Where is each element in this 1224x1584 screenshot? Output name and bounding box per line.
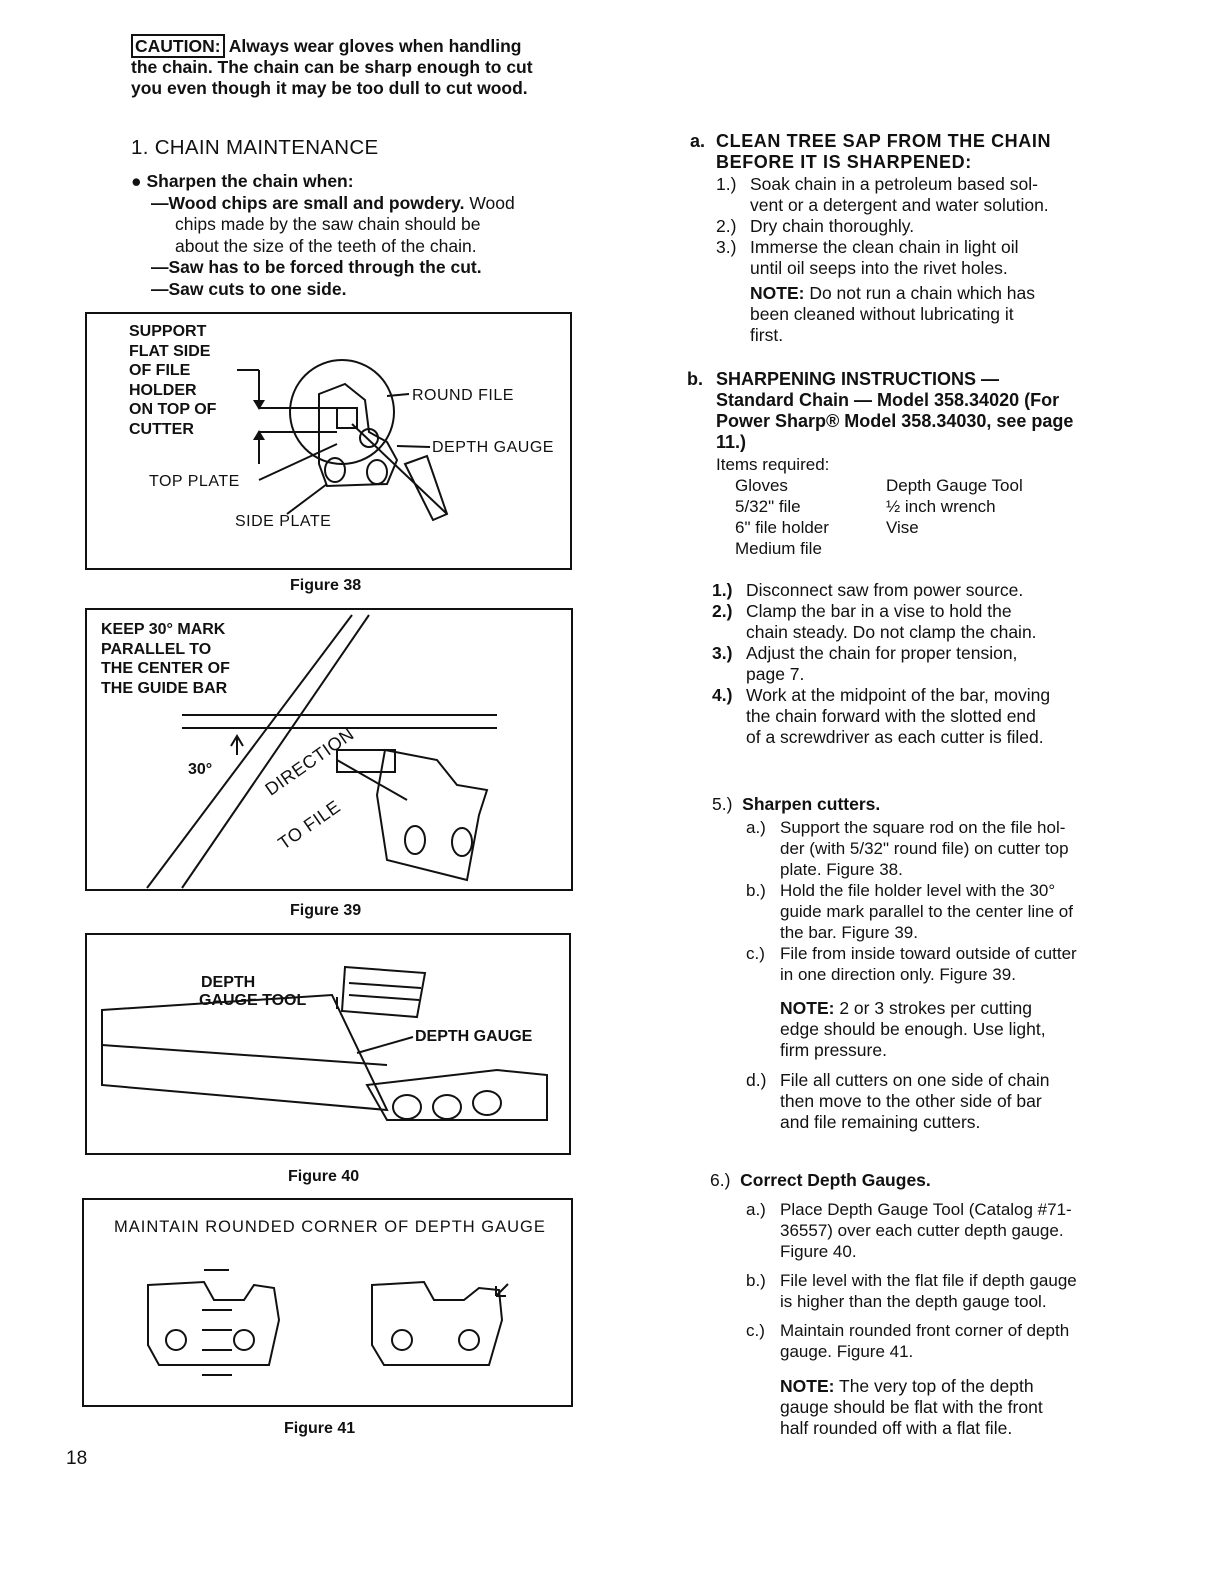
sharpen-when-list (131, 171, 571, 300)
step5-subs (746, 817, 1116, 985)
fig38-support-label: SUPPORT FLAT SIDE OF FILE HOLDER ON TOP OF CUTTER (129, 323, 217, 438)
figure41-caption: Figure 41 (284, 1420, 356, 1437)
page-number: 18 (66, 1448, 88, 1469)
section-b-step-4: 4.) Work at the midpoint of the bar, moving the chain forward with the slotted end of a screwdriver as each cutter is filed. (712, 685, 1051, 747)
step5-heading: 5.) Sharpen cutters. (712, 794, 881, 814)
fig39-keep-label: KEEP 30° MARK PARALLEL TO THE CENTER OF THE GUIDE BAR (101, 621, 230, 697)
fig39-angle-label: 30° (188, 761, 213, 778)
section-a-title: CLEAN TREE SAP FROM THE CHAIN BEFORE IT IS SHARPENED: (716, 131, 1052, 172)
step6-sub-c: c.) Maintain rounded front corner of depth gauge. Figure 41. (746, 1321, 1070, 1361)
fig38-depth-gauge-label: DEPTH GAUGE (432, 439, 554, 456)
fig40-depth-gauge-label: DEPTH GAUGE (415, 1028, 533, 1045)
fig38-round-file-label: ROUND FILE (412, 387, 514, 404)
caution-notice (131, 36, 591, 99)
item1-rest-line2: chips made by the saw chain should be (175, 214, 481, 234)
caution-text-line3: you even though it may be too dull to cut wood. (131, 78, 528, 98)
item1-rest-line1: Wood (469, 192, 515, 213)
figure38-caption: Figure 38 (290, 577, 362, 594)
items-left-list: Gloves 5/32" file 6" file holder Medium file (735, 476, 829, 558)
step5-sub-c: c.) File from inside toward outside of cutter in one direction only. Figure 39. (746, 944, 1077, 984)
bullet-text: Sharpen the chain when: (146, 171, 354, 191)
figure39-box (85, 608, 573, 891)
bullet-icon: ● (131, 171, 142, 191)
figure38-box (85, 312, 572, 570)
section-title-chain-maintenance: 1. CHAIN MAINTENANCE (131, 136, 379, 159)
fig39-to-file-label: TO FILE (274, 796, 345, 854)
figure40-box (85, 933, 571, 1155)
fig39-guide-diagram (87, 610, 575, 893)
section-b-title: SHARPENING INSTRUCTIONS — Standard Chain — Model 358.34020 (For Power Sharp® Model 358.34030, see page 11.) (716, 369, 1074, 452)
fig38-cutter-diagram (87, 314, 574, 572)
figure41-box (82, 1198, 573, 1407)
figure39-caption: Figure 39 (290, 902, 362, 919)
section-b-step-2: 2.) Clamp the bar in a vise to hold the chain steady. Do not clamp the chain. (712, 601, 1037, 642)
fig41-depth-gauge-diagram (84, 1200, 575, 1409)
caution-label: CAUTION: (131, 34, 225, 58)
section-a-step-2: 2.) Dry chain thoroughly. (716, 216, 915, 236)
step6-heading: 6.) Correct Depth Gauges. (710, 1170, 931, 1190)
section-b-step-3: 3.) Adjust the chain for proper tension, page 7. (712, 643, 1018, 684)
fig40-depth-label: DEPTH (201, 974, 256, 991)
section-a-step-3: 3.) Immerse the clean chain in light oil until oil seeps into the rivet holes. (716, 237, 1019, 278)
step5-sub-b: b.) Hold the file holder level with the 30° guide mark parallel to the center line of the bar. Figure 39. (746, 881, 1073, 942)
fig40-gauge-diagram (87, 935, 573, 1157)
step5-note: NOTE: 2 or 3 strokes per cutting edge should be enough. Use light, firm pressure. (780, 998, 1046, 1060)
step5-sub-a: a.) Support the square rod on the file hol- der (with 5/32" round file) on cutter top plate. Figure 38. (746, 818, 1069, 879)
caution-text-line2: the chain. The chain can be sharp enough to cut (131, 57, 533, 77)
section-b-marker: b. (687, 369, 703, 389)
items-required-label: Items required: (716, 455, 830, 474)
caution-text-line1: Always wear gloves when handling (228, 36, 522, 56)
fig41-title: MAINTAIN ROUNDED CORNER OF DEPTH GAUGE (114, 1218, 546, 1236)
fig38-top-plate-label: TOP PLATE (149, 473, 240, 490)
step5-sub-d-wrap (746, 1070, 1116, 1133)
step6-subs (746, 1199, 1116, 1362)
step5-sub-d: d.) File all cutters on one side of chain then move to the other side of bar and file remaining cutters. (746, 1070, 1050, 1132)
item2: —Saw has to be forced through the cut. (151, 257, 482, 277)
fig38-side-plate-label: SIDE PLATE (235, 513, 332, 530)
section-b-step-1: 1.) Disconnect saw from power source. (712, 580, 1024, 600)
section-a-steps (716, 174, 1116, 279)
fig39-direction-label: DIRECTION (261, 723, 358, 800)
item3: —Saw cuts to one side. (151, 278, 347, 299)
item1-rest-line3: about the size of the teeth of the chain. (175, 235, 477, 256)
section-b-steps (712, 580, 1112, 748)
fig40-gauge-tool-label: GAUGE TOOL (199, 992, 307, 1009)
items-right-list: Depth Gauge Tool ½ inch wrench Vise (886, 476, 1023, 537)
figure40-caption: Figure 40 (288, 1168, 360, 1185)
section-a-marker: a. (690, 131, 706, 151)
step6-sub-b: b.) File level with the flat file if depth gauge is higher than the depth gauge tool. (746, 1271, 1077, 1311)
section-a-step-1: 1.) Soak chain in a petroleum based sol- vent or a detergent and water solution. (716, 174, 1049, 215)
step6-note: NOTE: The very top of the depth gauge should be flat with the front half rounded off with a flat file. (780, 1376, 1043, 1438)
section-a-note: NOTE: Do not run a chain which has been cleaned without lubricating it first. (750, 283, 1036, 345)
step6-sub-a: a.) Place Depth Gauge Tool (Catalog #71- 36557) over each cutter depth gauge. Figure 40. (746, 1200, 1072, 1261)
item1-bold: —Wood chips are small and powdery. (151, 192, 465, 213)
